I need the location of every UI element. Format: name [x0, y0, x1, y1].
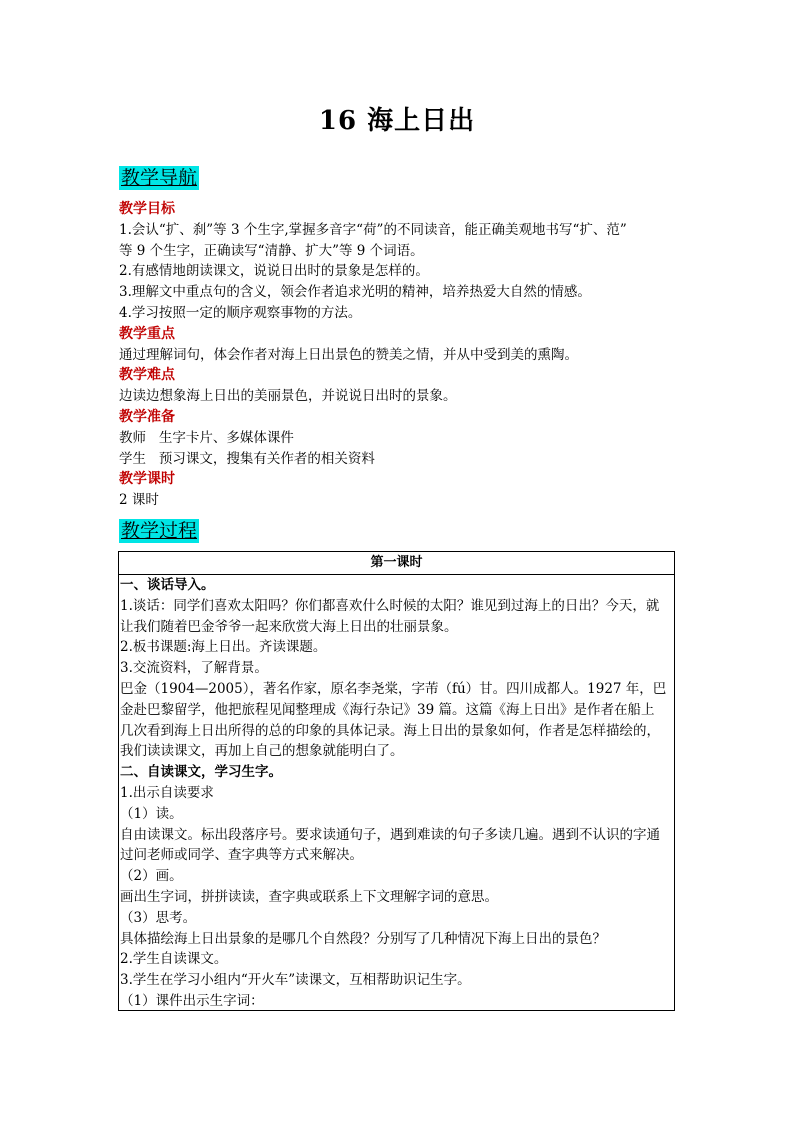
lesson-text: 金赴巴黎留学，他把旅程见闻整理成《海行杂记》39 篇。这篇《海上日出》是作者在船上	[120, 701, 655, 718]
nav-heading: 教学导航	[121, 167, 198, 189]
plan-text: 教师 生字卡片、多媒体课件	[119, 429, 294, 446]
lesson-text: 过问老师或同学、查字典等方式来解决。	[120, 847, 363, 864]
lesson-text: （3）思考。	[120, 909, 197, 926]
lesson-caption: 第一课时	[119, 552, 674, 575]
plan-text: 1.会认“扩、刹”等 3 个生字,掌握多音字“荷”的不同读音，能正确美观地书写“扩、范”	[119, 221, 627, 238]
section-label: 教学准备	[119, 408, 175, 425]
lesson-text: 具体描绘海上日出景象的是哪几个自然段？分别写了几种情况下海上日出的景色？	[120, 930, 606, 947]
lesson-text: 1.出示自读要求	[120, 784, 214, 801]
lesson-text: 我们读读课文，再加上自己的想象就能明白了。	[120, 743, 404, 760]
plan-text: 边读边想象海上日出的美丽景色，并说说日出时的景象。	[119, 388, 457, 405]
lesson-table	[118, 551, 675, 1011]
lesson-step-heading: 二、自读课文，学习生字。	[120, 764, 282, 781]
section-label: 教学课时	[119, 471, 175, 488]
lesson-text: （2）画。	[120, 868, 183, 885]
plan-text: 2 课时	[119, 492, 159, 509]
plan-text: 通过理解词句，体会作者对海上日出景色的赞美之情，并从中受到美的熏陶。	[119, 346, 578, 363]
page-title: 16 海上日出	[318, 106, 476, 136]
lesson-text: 3.交流资料，了解背景。	[120, 660, 268, 677]
plan-text: 4.学习按照一定的顺序观察事物的方法。	[119, 304, 362, 321]
lesson-body	[119, 575, 674, 1011]
lesson-text: 让我们随着巴金爷爷一起来欣赏大海上日出的壮丽景象。	[120, 618, 458, 635]
lesson-text: 3.学生在学习小组内“开火车”读课文，互相帮助识记生字。	[120, 972, 471, 989]
section-label: 教学目标	[119, 201, 175, 217]
lesson-text: 2.板书课题:海上日出。齐读课题。	[120, 639, 327, 656]
plan-text: 学生 预习课文，搜集有关作者的相关资料	[119, 450, 375, 467]
section-label: 教学难点	[119, 367, 175, 384]
plan-text: 等 9 个生字，正确读写“清静、扩大”等 9 个词语。	[119, 242, 424, 259]
section-label: 教学重点	[119, 325, 175, 342]
lesson-text: 1.谈话：同学们喜欢太阳吗？你们都喜欢什么时候的太阳？谁见到过海上的日出？今天，就	[120, 597, 660, 614]
lesson-text: 2.学生自读课文。	[120, 951, 228, 968]
lesson-text: 画出生字词，拼拼读读，查字典或联系上下文理解字词的意思。	[120, 888, 498, 905]
lesson-text: （1）读。	[120, 805, 183, 822]
lesson-text: 几次看到海上日出所得的总的印象的具体记录。海上日出的景象如何，作者是怎样描绘的，	[120, 722, 660, 739]
teaching-plan	[119, 199, 679, 511]
plan-text: 3.理解文中重点句的含义，领会作者追求光明的精神，培养热爱大自然的情感。	[119, 284, 591, 301]
plan-text: 2.有感情地朗读课文，说说日出时的景象是怎样的。	[119, 263, 429, 280]
process-heading: 教学过程	[121, 520, 198, 542]
lesson-text: 巴金（1904—2005），著名作家，原名李尧棠，字芾（fú）甘。四川成都人。1927 年，巴	[120, 680, 667, 697]
lesson-step-heading: 一、谈话导入。	[120, 577, 215, 593]
lesson-text: （1）课件出示生字词：	[120, 992, 264, 1009]
lesson-text: 自由读课文。标出段落序号。要求读通句子，遇到难读的句子多读几遍。遇到不认识的字通	[120, 826, 660, 843]
